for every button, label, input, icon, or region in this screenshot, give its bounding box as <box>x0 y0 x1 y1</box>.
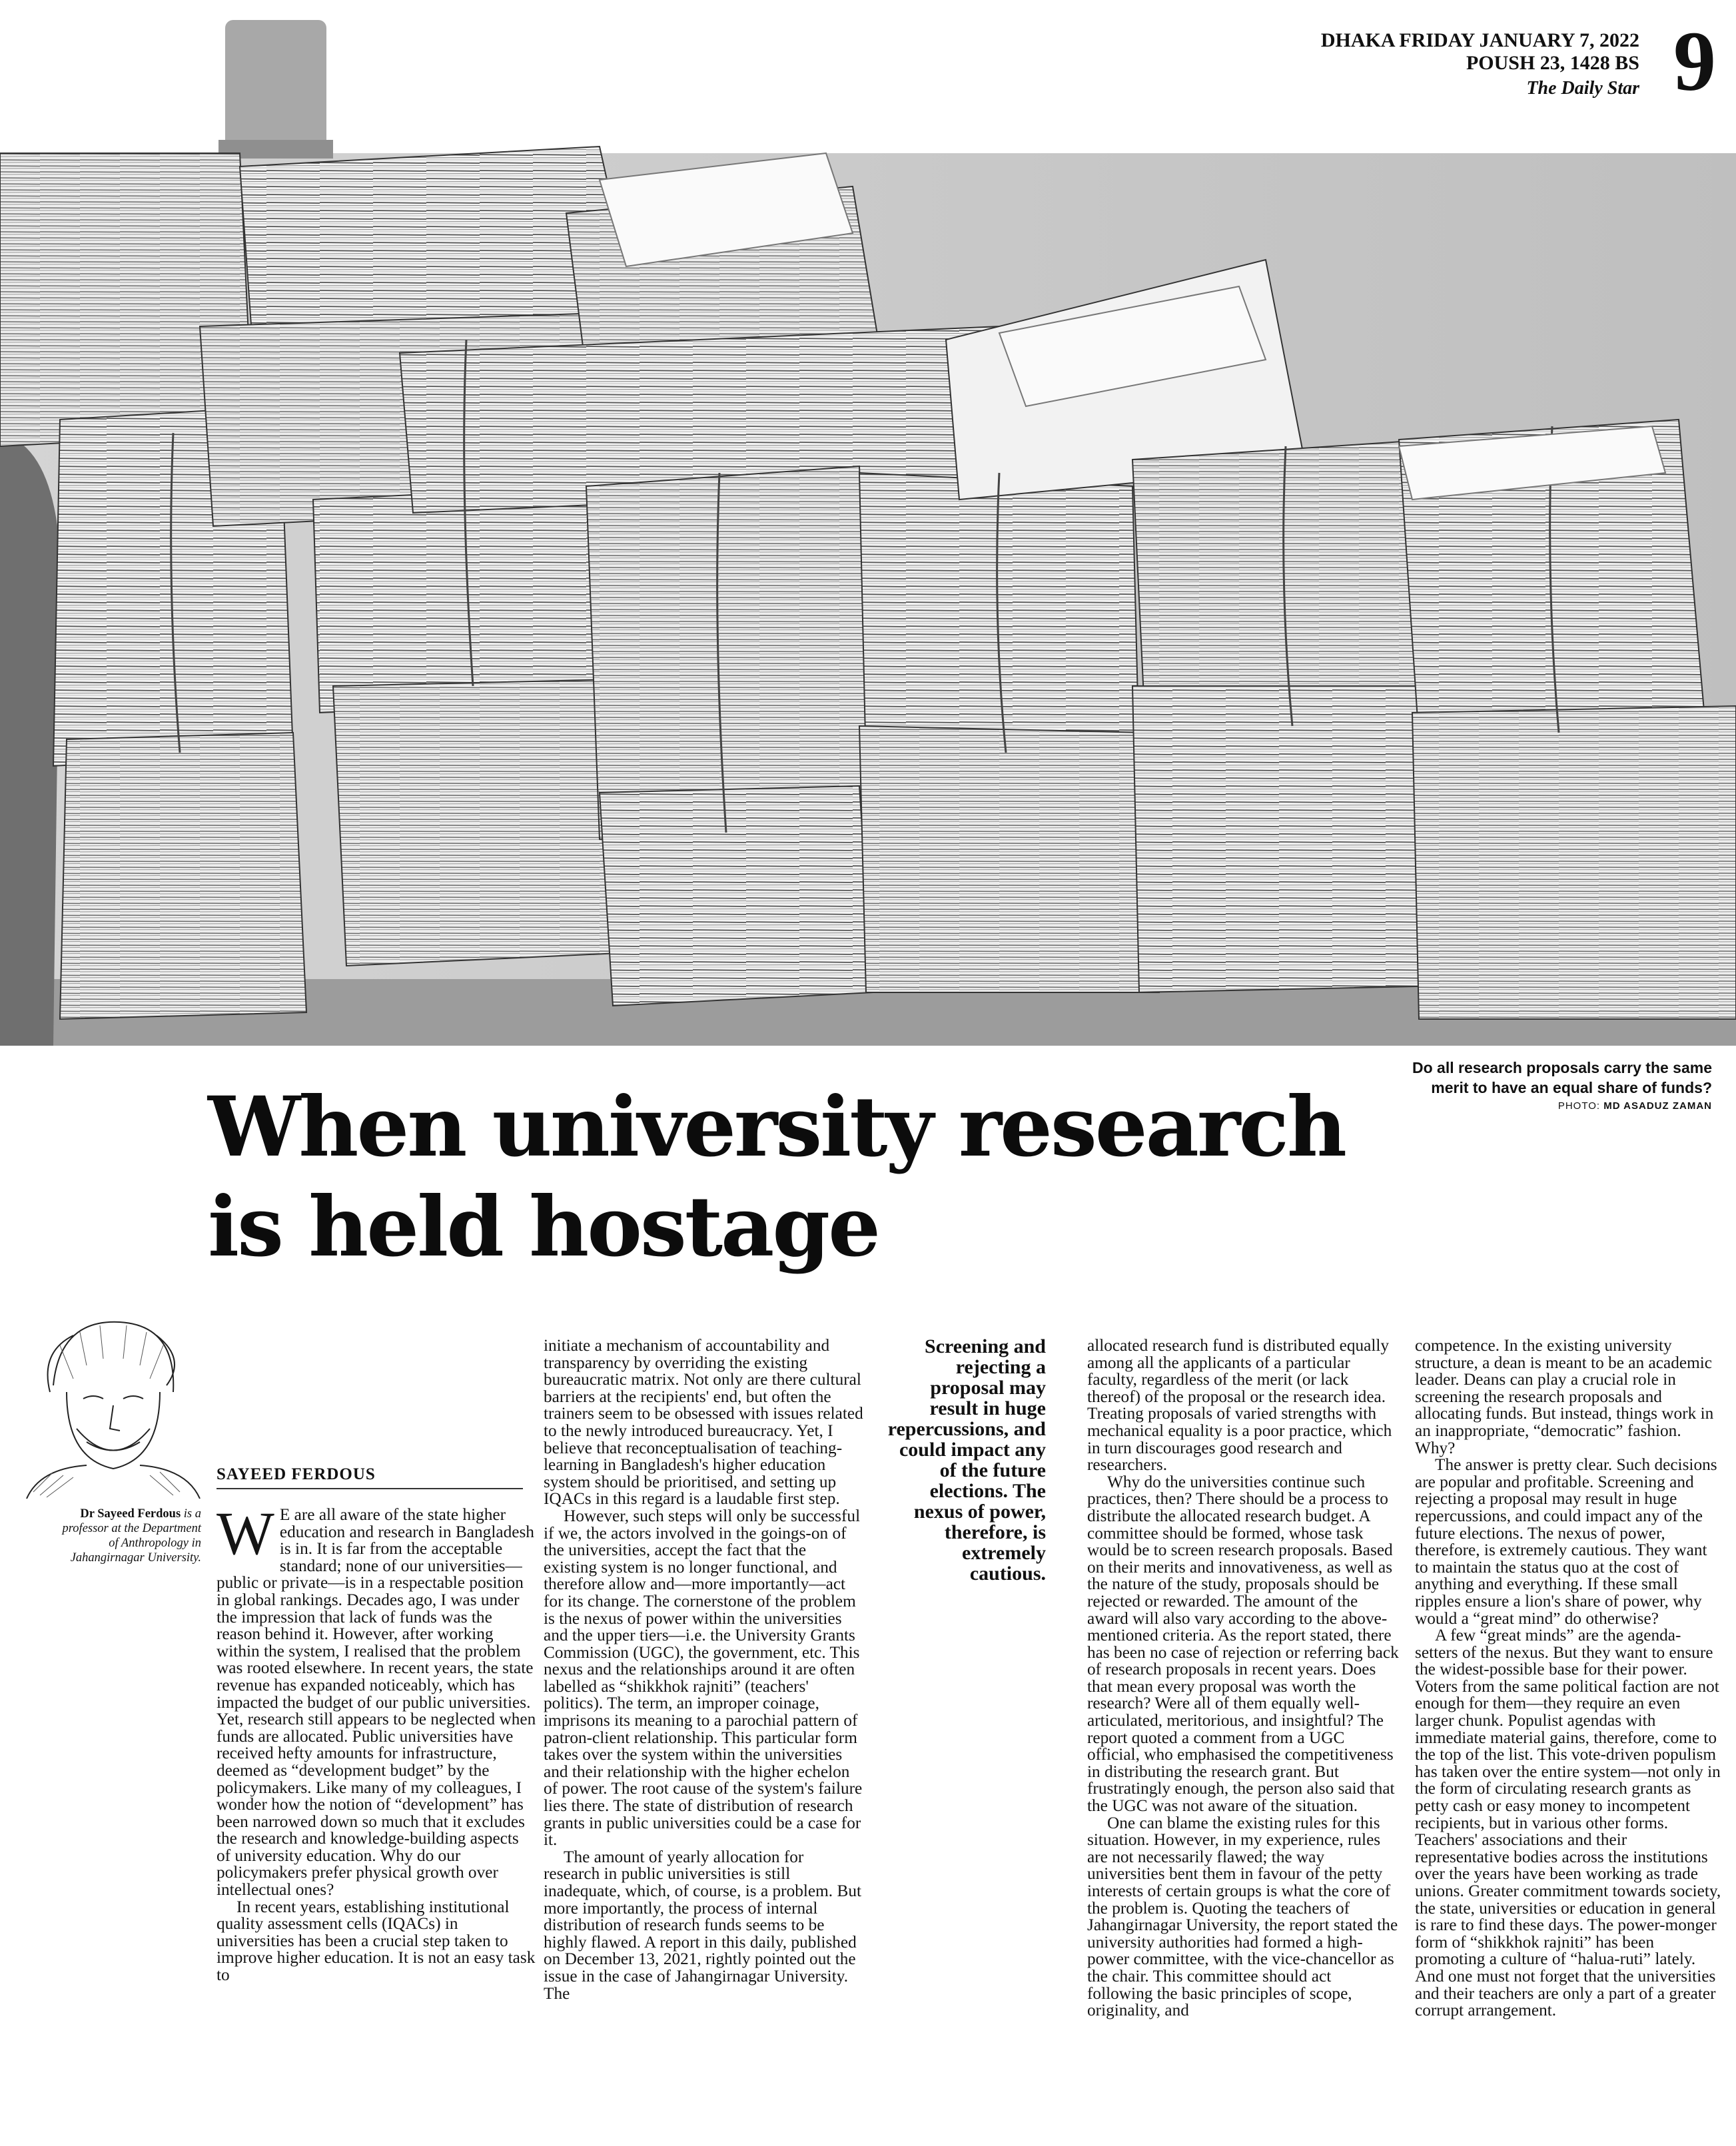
caption-line-2: merit to have an equal share of funds? <box>1431 1079 1712 1096</box>
page-number: 9 <box>1673 14 1716 109</box>
stacks-of-papers-illustration <box>0 153 1736 1046</box>
paragraph: In recent years, establishing institutional quality assessment cells (IQACs) in universities has been a crucial step taken to improve higher education. It is not an easy task to <box>217 1897 536 1985</box>
brand-logo: The Daily Star <box>1526 78 1639 99</box>
drop-cap: W <box>217 1499 274 1567</box>
caption-line-1: Do all research proposals carry the same <box>1412 1059 1712 1076</box>
paragraph-text: E are all aware of the state higher education and research in Bangladesh is in. It is far from the acceptable standard; none of our universities—public or private—is in a respectable position in global rankings. Decades ago, I was under the impression that lack of funds was the reason behind it. However, after working within the system, I realised that the problem was rooted elsewhere. In recent years, the state revenue has expanded noticeably, which has impacted the budget of our public universities. Yet, research still appears to be neglected when funds are allocated. Public universities have received hefty amounts for infrastructure, deemed as “development budget” by the policymakers. Like many of my colleagues, I wonder how the notion of “development” has been narrowed down so much that it excludes the research and knowledge-building aspects of university education. Why do our policymakers prefer physical growth over intellectual ones? <box>217 1505 536 1900</box>
bengali-date: POUSH 23, 1428 BS <box>1466 52 1639 74</box>
paragraph: A few “great minds” are the agenda-setters of the nexus. But they want to ensure the widest-possible base for their power. Voters from the same political faction are not enough for them—they require an even larger chunk. Populist agendas with immediate material gains, therefore, come to the top of the list. This vote-driven populism has taken over the entire system—not only in the form of circulating research grants as petty cash or easy money to incompetent recipients, but in various other forms. Teachers' associations and their representative bodies across the institutions over the years have been working as trade unions. Greater commitment towards society, the state, universities or education in general is rare to find these days. The power-monger form of “shikkhok rajniti” has been promoting a culture of “halua-ruti” lately. And one must not forget that the universities and their teachers are only a part of a greater corrupt arrangement. <box>1415 1626 1721 2020</box>
headline-line-1: When university research <box>208 1079 1345 1176</box>
dateline-block <box>1321 29 1639 100</box>
byline: SAYEED FERDOUS <box>217 1465 523 1489</box>
dateline: DHAKA FRIDAY JANUARY 7, 2022 <box>1320 29 1639 51</box>
paragraph: One can blame the existing rules for this situation. However, in my experience, rules are not necessarily flawed; the way universities bent them in favour of the petty interests of certain groups is what the core of the problem is. Quoting the teachers of Jahangirnagar University, the report stated the university authorities had formed a high-power committee, with the vice-chancellor as the chair. This committee should act following the basic principles of scope, originality, and <box>1087 1813 1398 2020</box>
author-name: Dr Sayeed Ferdous <box>80 1507 181 1521</box>
author-description: is a professor at the Department of Anthropology in Jahangirnagar University. <box>62 1507 201 1565</box>
credit-label: PHOTO: <box>1557 1100 1601 1112</box>
article-column-2 <box>544 1337 863 2002</box>
paragraph: initiate a mechanism of accountability and transparency by overriding the existing bureaucratic matrix. Not only are there cultural barriers at the recipients' end, but often the trainers seem to be obsessed with issues related to the newly introduced bureaucracy. Yet, I believe that reconceptualisation of teaching-learning in Bangladesh's higher education system should be prioritised, and setting up IQACs in this regard is a laudable first step. <box>544 1336 863 1509</box>
article-column-1 <box>217 1499 536 1985</box>
paragraph: However, such steps will only be successful if we, the actors involved in the goings-on of the universities, accept the fact that the existing system is no longer functional, and therefore allow and—more importantly—act for its change. The cornerstone of the problem is the nexus of power within the universities and the upper tiers—i.e. the University Grants Commission (UGC), the government, etc. This nexus and the relationships around it are often labelled as “shikkhok rajniti” (teachers' politics). The term, an improper coinage, imprisons its meaning to a parochial pattern of patron-client relationship. This particular form takes over the system within the universities and their relationship with the higher echelon of power. The root cause of the system's failure lies there. The state of distribution of research grants in public universities could be a case for it. <box>544 1506 863 1850</box>
headline <box>208 1078 1507 1277</box>
author-portrait <box>13 1305 213 1499</box>
paragraph: The amount of yearly allocation for research in public universities is still inadequate, which, of course, is a problem. But more importantly, the process of internal distribution of research funds seems to be highly flawed. A report in this daily, published on December 13, 2021, rightly pointed out the issue in the case of Jahangirnagar University. The <box>544 1847 861 2003</box>
paragraph: allocated research fund is distributed equally among all the applicants of a particular faculty, regardless of the merit (or lack thereof) of the proposal or the research idea. Treating proposals of varied strengths with mechanical equality is a poor practice, which in turn discourages good research and researchers. <box>1087 1336 1392 1475</box>
headline-line-2: is held hostage <box>208 1179 879 1275</box>
article-column-5 <box>1415 1337 1723 2019</box>
paragraph: Why do the universities continue such practices, then? There should be a process to distribute the allocated research budget. A committee should be formed, whose task would be to screen research proposals. Based on their merits and innovativeness, as well as the nature of the study, proposals should be rejected or rewarded. The amount of the award will also vary according to the above-mentioned criteria. As the report stated, there has been no case of rejection or referring back of research proposals in recent years. Does that mean every proposal was worth the research? Were all of them equally well-articulated, meritorious, and insightful? The report quoted a comment from a UGC official, who emphasised the competitiveness in distributing the research grant. But frustratingly enough, the person also said that the UGC was not aware of the situation. <box>1087 1472 1399 1816</box>
credit-name: MD ASADUZ ZAMAN <box>1603 1100 1712 1112</box>
lead-photo <box>0 153 1736 1112</box>
pull-quote: Screening and rejecting a proposal may result in huge repercussions, and could impact any of the future elections. The nexus of power, therefore, is extremely cautious. <box>887 1335 1046 1585</box>
masthead <box>1250 14 1716 109</box>
paragraph <box>217 1499 536 1900</box>
author-bio <box>60 1507 201 1565</box>
paragraph: The answer is pretty clear. Such decisions are popular and profitable. Screening and rejecting a proposal may result in huge repercussions, and could impact any of the future elections. The nexus of power, therefore, is extremely cautious. They want to maintain the status quo at the cost of anything and everything. If these small ripples ensure a lion's share of power, why would a “great mind” do otherwise? <box>1415 1455 1717 1628</box>
article-column-4 <box>1087 1337 1400 2019</box>
paragraph: competence. In the existing university structure, a dean is meant to be an academic leader. Deans can play a crucial role in screening the research proposals and allocating funds. But instead, things work in an inappropriate, “democratic” fashion. Why? <box>1415 1336 1714 1457</box>
